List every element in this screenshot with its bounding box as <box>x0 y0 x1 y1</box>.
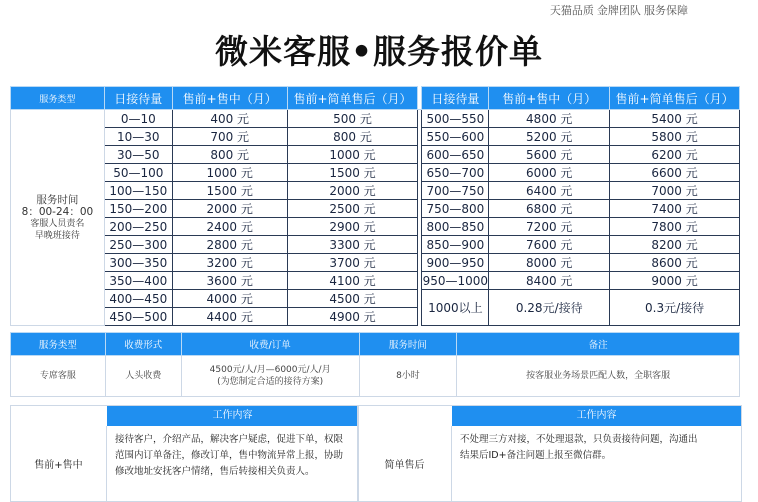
aftersale-price-cell: 2900 元 <box>287 218 418 236</box>
daily-volume-cell: 250—300 <box>104 236 172 254</box>
column-header: 服务时间 <box>359 333 457 356</box>
column-header: 日接待量 <box>104 87 172 110</box>
work-line: 接待客户，介绍产品，解决客户疑虑，促进下单，权限 <box>115 434 344 445</box>
page-title: 微米客服•服务报价单 <box>214 32 544 71</box>
fee-amount-range: 4500元/人/月—6000元/人/月 <box>209 365 331 375</box>
table-row <box>11 236 740 254</box>
presale-price-cell: 4400 元 <box>172 308 287 326</box>
daily-volume-cell: 200—250 <box>104 218 172 236</box>
presale-price-cell: 8400 元 <box>489 272 610 290</box>
fee-amount-note: (为您制定合适的接待方案) <box>217 377 324 387</box>
service-info-line: 8：00-24：00 <box>21 205 94 218</box>
presale-price-cell: 2400 元 <box>172 218 287 236</box>
aftersale-price-cell: 500 元 <box>287 110 418 128</box>
table-row <box>11 110 740 128</box>
daily-volume-cell: 950—1000 <box>422 273 489 288</box>
fee-type: 专席客服 <box>11 356 106 397</box>
daily-volume-cell: 400—450 <box>104 290 172 308</box>
presale-price-cell: 0.28元/接待 <box>489 290 610 326</box>
presale-price-cell: 6000 元 <box>489 164 610 182</box>
presale-price-cell: 3200 元 <box>172 254 287 272</box>
column-header: 收费形式 <box>105 333 181 356</box>
table-row <box>11 272 740 290</box>
column-header: 收费/订单 <box>181 333 359 356</box>
aftersale-price-cell: 2000 元 <box>287 182 418 200</box>
presale-price-cell: 6800 元 <box>489 200 610 218</box>
presale-price-cell: 3600 元 <box>172 272 287 290</box>
presale-price-cell: 700 元 <box>172 128 287 146</box>
aftersale-price-cell: 5400 元 <box>610 110 740 128</box>
presale-price-cell: 2800 元 <box>172 236 287 254</box>
fee-amount <box>181 356 359 397</box>
daily-volume-cell: 300—350 <box>104 254 172 272</box>
aftersale-price-cell: 7800 元 <box>610 218 740 236</box>
fee-form: 人头收费 <box>105 356 181 397</box>
service-info-line: 服务时间 <box>36 193 79 206</box>
aftersale-price-cell: 3700 元 <box>287 254 418 272</box>
work-label: 售前+售中 <box>11 426 107 501</box>
daily-volume-cell: 600—650 <box>422 146 489 164</box>
daily-volume-cell: 50—100 <box>104 164 172 182</box>
daily-volume-cell: 1000以上 <box>422 290 489 326</box>
presale-price-cell: 5600 元 <box>489 146 610 164</box>
presale-price-cell: 4000 元 <box>172 290 287 308</box>
brand-slogan: 天猫品质 金牌团队 服务保障 <box>549 5 688 17</box>
work-card-aftersale <box>357 405 742 502</box>
presale-price-cell: 7600 元 <box>489 236 610 254</box>
presale-price-cell: 7200 元 <box>489 218 610 236</box>
fee-note: 按客服业务场景匹配人数，全职客服 <box>457 356 740 397</box>
table-row <box>11 254 740 272</box>
work-line: 范围内订单备注，修改订单，售中物流异常上报，协助 <box>115 450 344 461</box>
work-card-presale <box>10 405 359 502</box>
presale-price-cell: 1000 元 <box>172 164 287 182</box>
daily-volume-cell: 800—850 <box>422 218 489 236</box>
column-header: 服务类型 <box>11 87 105 110</box>
table-row <box>11 200 740 218</box>
daily-volume-cell: 350—400 <box>104 272 172 290</box>
work-content <box>460 432 735 464</box>
aftersale-price-cell: 0.3元/接待 <box>610 290 740 326</box>
presale-price-cell: 400 元 <box>172 110 287 128</box>
aftersale-price-cell: 8200 元 <box>610 236 740 254</box>
daily-volume-cell: 700—750 <box>422 182 489 200</box>
work-line: 不处理三方对接，不处理退款，只负责接待问题，沟通出 <box>460 434 698 445</box>
daily-volume-cell: 450—500 <box>104 308 172 326</box>
daily-volume-cell: 500—550 <box>422 110 489 128</box>
table-row <box>11 218 740 236</box>
presale-price-cell: 1500 元 <box>172 182 287 200</box>
daily-volume-cell: 650—700 <box>422 164 489 182</box>
aftersale-price-cell: 9000 元 <box>610 272 740 290</box>
aftersale-price-cell: 800 元 <box>287 128 418 146</box>
column-header: 日接待量 <box>422 87 489 110</box>
aftersale-price-cell: 2500 元 <box>287 200 418 218</box>
daily-volume-cell: 100—150 <box>104 182 172 200</box>
fee-table <box>10 332 740 397</box>
aftersale-price-cell: 3300 元 <box>287 236 418 254</box>
fee-time: 8小时 <box>359 356 457 397</box>
table-row <box>11 146 740 164</box>
presale-price-cell: 8000 元 <box>489 254 610 272</box>
aftersale-price-cell: 6200 元 <box>610 146 740 164</box>
presale-price-cell: 4800 元 <box>489 110 610 128</box>
fee-row <box>11 356 740 397</box>
table-row <box>11 164 740 182</box>
price-table <box>10 86 740 326</box>
service-time-cell <box>11 110 105 326</box>
table-row <box>11 182 740 200</box>
price-table-header <box>11 87 740 110</box>
presale-price-cell: 5200 元 <box>489 128 610 146</box>
aftersale-price-cell: 1000 元 <box>287 146 418 164</box>
aftersale-price-cell: 6600 元 <box>610 164 740 182</box>
presale-price-cell: 800 元 <box>172 146 287 164</box>
column-header: 售前+简单售后（月） <box>287 87 418 110</box>
work-label: 简单售后 <box>358 426 452 501</box>
aftersale-price-cell: 4100 元 <box>287 272 418 290</box>
daily-volume-cell: 750—800 <box>422 200 489 218</box>
aftersale-price-cell: 4900 元 <box>287 308 418 326</box>
column-header: 服务类型 <box>11 333 106 356</box>
fee-table-header <box>11 333 740 356</box>
daily-volume-cell: 550—600 <box>422 128 489 146</box>
service-info-line: 客服人员责名 <box>30 218 85 229</box>
daily-volume-cell: 900—950 <box>422 254 489 272</box>
aftersale-price-cell: 7000 元 <box>610 182 740 200</box>
work-line: 修改地址安抚客户情绪，售后转接相关负责人。 <box>115 466 315 477</box>
column-header: 备注 <box>457 333 740 356</box>
work-line: 结果后ID+备注问题上报至微信群。 <box>460 450 612 461</box>
daily-volume-cell: 850—900 <box>422 236 489 254</box>
aftersale-price-cell: 5800 元 <box>610 128 740 146</box>
work-header: 工作内容 <box>452 406 741 426</box>
column-header: 售前+简单售后（月） <box>610 87 740 110</box>
daily-volume-cell: 150—200 <box>104 200 172 218</box>
daily-volume-cell: 10—30 <box>104 128 172 146</box>
aftersale-price-cell: 4500 元 <box>287 290 418 308</box>
service-info-line: 早晚班接待 <box>34 230 80 241</box>
presale-price-cell: 6400 元 <box>489 182 610 200</box>
presale-price-cell: 2000 元 <box>172 200 287 218</box>
daily-volume-cell: 30—50 <box>104 146 172 164</box>
aftersale-price-cell: 7400 元 <box>610 200 740 218</box>
column-header: 售前+售中（月） <box>172 87 287 110</box>
column-header: 售前+售中（月） <box>489 87 610 110</box>
table-row <box>11 290 740 308</box>
table-row <box>11 128 740 146</box>
aftersale-price-cell: 1500 元 <box>287 164 418 182</box>
aftersale-price-cell: 8600 元 <box>610 254 740 272</box>
daily-volume-cell: 0—10 <box>104 110 172 128</box>
work-content <box>115 432 355 480</box>
work-header: 工作内容 <box>107 406 358 426</box>
